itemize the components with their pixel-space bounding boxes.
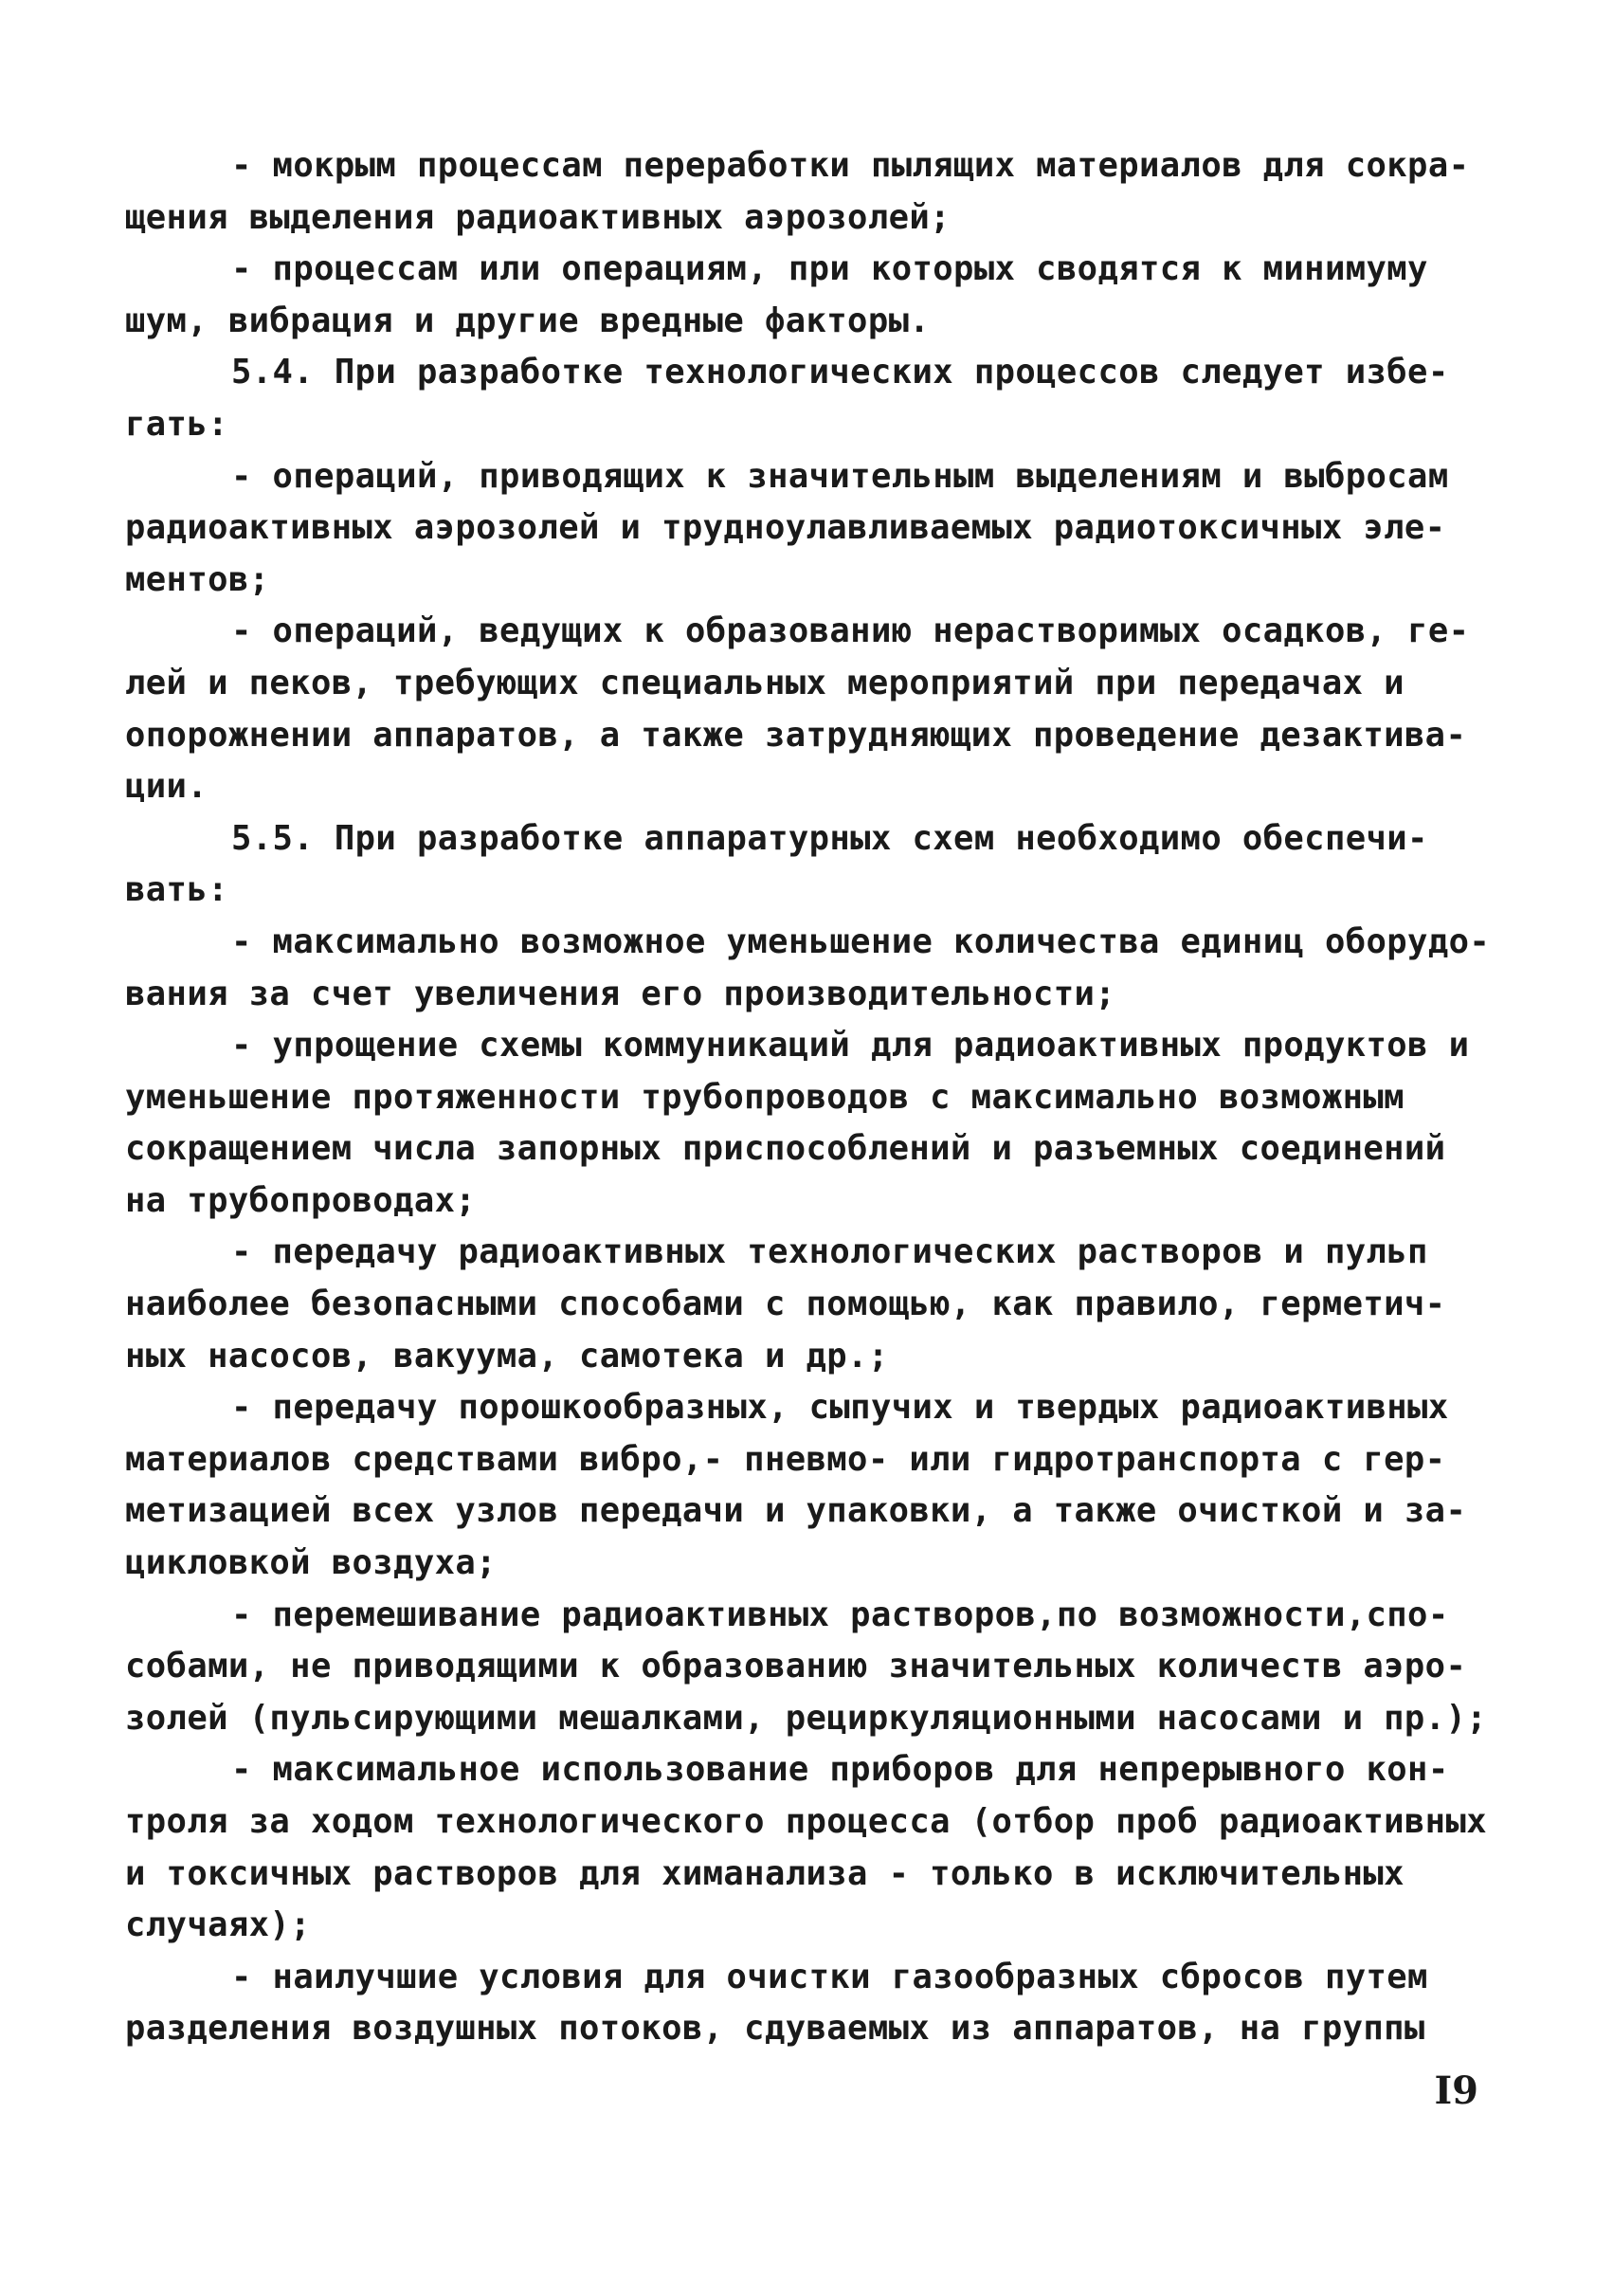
text-line: - наилучшие условия для очистки газообразных сбросов путем xyxy=(231,1957,1428,1996)
text-line: собами, не приводящими к образованию значительных количеств аэро- xyxy=(125,1647,1467,1686)
text-line: опорожнении аппаратов, а также затрудняющих проведение дезактива- xyxy=(125,715,1467,755)
text-line: случаях); xyxy=(125,1905,311,1945)
section-5-5-heading: 5.5. При разработке аппаратурных схем необходимо обеспечи- xyxy=(231,818,1428,858)
text-line: уменьшение протяженности трубопроводов с максимально возможным xyxy=(125,1077,1405,1117)
text-line: - передачу радиоактивных технологических растворов и пульп xyxy=(231,1232,1428,1272)
text-line: разделения воздушных потоков, сдуваемых из аппаратов, на группы xyxy=(125,2009,1425,2049)
text-line: и токсичных растворов для химанализа - только в исключительных xyxy=(125,1853,1405,1893)
text-line: материалов средствами вибро,- пневмо- или гидротранспорта с гер- xyxy=(125,1439,1446,1479)
text-line: - максимально возможное уменьшение количества единиц оборудо- xyxy=(231,921,1491,961)
text-line: - операций, ведущих к образованию нерастворимых осадков, ге- xyxy=(231,611,1470,651)
text-line: цикловкой воздуха; xyxy=(125,1543,497,1583)
section-5-4-heading: 5.4. При разработке технологических процессов следует избе- xyxy=(231,353,1449,392)
text-line: вания за счет увеличения его производительности; xyxy=(125,974,1116,1013)
text-line: радиоактивных аэрозолей и трудноулавливаемых радиотоксичных эле- xyxy=(125,508,1446,548)
text-line: - мокрым процессам переработки пылящих материалов для сокра- xyxy=(231,146,1470,185)
text-line: ментов; xyxy=(125,559,270,599)
text-line: щения выделения радиоактивных аэрозолей; xyxy=(125,197,951,237)
body-text xyxy=(125,140,1490,2055)
text-line: - максимальное использование приборов для непрерывного кон- xyxy=(231,1750,1449,1790)
text-line: ных насосов, вакуума, самотека и др.; xyxy=(125,1336,889,1376)
text-line: метизацией всех узлов передачи и упаковки, а также очисткой и за- xyxy=(125,1491,1467,1531)
text-line: - процессам или операциям, при которых сводятся к минимуму xyxy=(231,249,1428,289)
text-line: гать: xyxy=(125,404,228,444)
text-line: лей и пеков, требующих специальных мероприятий при передачах и xyxy=(125,663,1405,702)
text-line: - упрощение схемы коммуникаций для радиоактивных продуктов и xyxy=(231,1026,1470,1066)
text-line: - операций, приводящих к значительным выделениям и выбросам xyxy=(231,456,1449,496)
text-line: золей (пульсирующими мешалками, рециркуляционными насосами и пр.); xyxy=(125,1698,1488,1738)
text-line: ции. xyxy=(125,767,208,807)
text-line: наиболее безопасными способами с помощью, как правило, гермeтич- xyxy=(125,1285,1446,1324)
text-line: - передачу порошкообразных, сыпучих и твердых радиоактивных xyxy=(231,1388,1449,1428)
text-line: сокращением числа запорных приспособлений и разъемных соединений xyxy=(125,1129,1446,1169)
text-line: троля за ходом технологического процесса (отбор проб радиоактивных xyxy=(125,1802,1488,1841)
text-line: - перемешивание радиоактивных растворов,по возможности,спо- xyxy=(231,1594,1449,1634)
text-line: шум, вибрация и другие вредные факторы. xyxy=(125,301,931,340)
page-number: I9 xyxy=(1434,2068,1478,2113)
text-line: на трубопроводах; xyxy=(125,1180,477,1220)
text-line: вать: xyxy=(125,870,228,910)
